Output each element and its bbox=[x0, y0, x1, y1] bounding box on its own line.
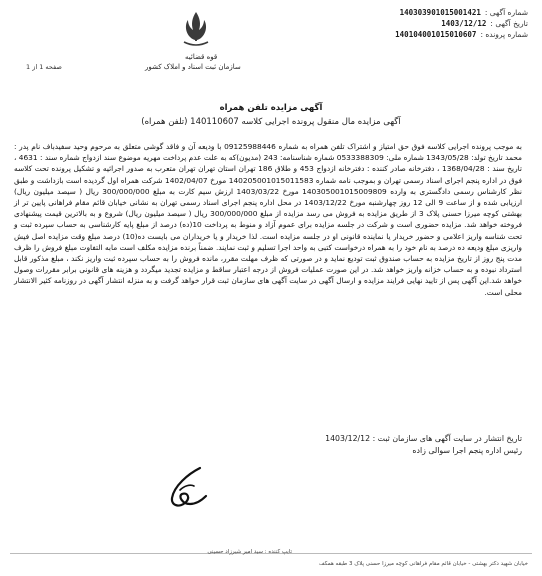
publication-date: تاریخ انتشار در سایت آگهی های سازمان ثبت : 1403/12/12 bbox=[325, 434, 522, 443]
meta-label: شماره پرونده : bbox=[480, 30, 528, 39]
meta-value: 140104001015010607 bbox=[395, 30, 477, 39]
notice-title: آگهی مزایده تلفن همراه bbox=[219, 103, 323, 113]
judiciary-label: قوه قضائیه bbox=[185, 53, 218, 61]
meta-value: 1403/12/12 bbox=[441, 19, 487, 28]
signer-name: رئیس اداره پنجم اجرا سوالی زاده bbox=[412, 446, 522, 455]
address-line: خیابان شهید دکتر بهشتی - خیابان قائم مقام فراهانی کوچه میرزا حسنی پلاک 3 طبقه همکف bbox=[318, 561, 528, 567]
typist-line: تایپ کننده : سید امیر شیرزاد حسینی bbox=[207, 549, 292, 555]
page-indicator: صفحه 1 از 1 bbox=[26, 63, 62, 71]
organization-label: سازمان ثبت اسناد و املاک کشور bbox=[145, 63, 241, 71]
meta-row-case-number bbox=[395, 29, 528, 40]
meta-row-notice-date bbox=[395, 18, 528, 29]
meta-label: تاریخ آگهی : bbox=[490, 19, 528, 28]
meta-row-notice-number bbox=[395, 7, 528, 18]
signature-icon bbox=[160, 460, 216, 516]
meta-value: 140303901015001421 bbox=[399, 8, 481, 17]
meta-label: شماره آگهی : bbox=[484, 8, 528, 17]
notice-meta bbox=[395, 7, 528, 40]
notice-body: به موجب پرونده اجرایی کلاسه فوق حق امتیاز و اشتراک تلفن همراه به شماره 09125988446 با ودیعه آن و فاقد گوشی متعلق به مرحوم وحید سفیدباف نام پدر : محمد تاریخ تولد: 1343/05/28 شماره ملی: 0533388309 شماره شناسنامه: 243 (مدیون)که به علت عدم پرداخت مهریه موضوع سند ازدواج شماره سند : 4631 ، تاریخ سند : 1368/04/28 ، دفترخانه صادر کننده : دفترخانه ازدواج 453 و طلاق 186 تهران استان تهران تهران متعرب به صدور اجرائیه و تشکیل پرونده تحت کلاسه فوق در اداره پنجم اجرای اسناد رسمی تهران و بموجب نامه شماره 140205001015011583 مورخ 1402/04/07 شرکت همراه اول گردیده است بازداشت و طبق نظر کارشناس رسمی دادگستری به وارده 140305001015009809 مورخ 1403/03/22 ارزش سیم کارت به مبلغ 300/000/000 ریال ( سیصد میلیون ریال) ارزیابی شده و از ساعت 9 الی 12 روز چهارشنبه مورخ 1403/12/22 در محل اداره پنجم اجرای اسناد رسمی تهران به نشانی خیابان قائم مقام فراهانی پایین تر از بهشتی کوچه میرزا حسنی پلاک 3 از طریق مزایده به فروش می رسد مزایده از مبلغ 300/000/000 ریال ( سیصد میلیون ریال) شروع و به بالاترین قیمت پیشنهادی فروخته خواهد شد. مزایده حضوری است و شرکت در جلسه مزایده برای عموم آزاد و منوط به پرداخت 10(ده) درصد از مبلغ پایه کارشناسی به حساب سپرده ثبت و تحت شناسه واریز اعلامی و حضور خریدار یا نماینده قانونی او در جلسه مزایده است. لذا خریدار و یا خریداران می بایست ده(10) درصد مبلغ وقت مزایده اصل فیش واریزی مبلغ ودیعه ده درصد به نام خود را به همراه درخواست کتبی به واحد اجرا تسلیم و ثبت نمایند. ضمناً برنده مزایده مکلف است مابه التفاوت مبلغ فروش را ظرف مدت پنج روز از تاریخ مزایده به حساب صندوق ثبت تودیع نماید و در صورتی که ظرف مهلت مقرر، مانده فروش را به حساب سپرده ثبت واریز نکند ، مبلغ مذکور قابل استرداد نبوده و به حساب خزانه واریز خواهد شد. در این صورت عملیات فروش از درجه اعتبار ساقط و مزایده تجدید میگردد و هزینه های قانونی برابر مقررات وصول خواهد شد.این آگهی پس از تایید نهایی فرایند مزایده و ارسال آگهی در سایت آگهی های سازمان ثبت قرار خواهد گرفت و به منزله انتشار آگهی در روزنامه کثیر الانتشار محلی است. bbox=[14, 142, 522, 297]
notice-subtitle: آگهی مزایده مال منقول پرونده اجرایی کلاسه 140110607 (تلفن همراه) bbox=[141, 117, 401, 127]
iran-emblem-icon bbox=[176, 8, 216, 50]
